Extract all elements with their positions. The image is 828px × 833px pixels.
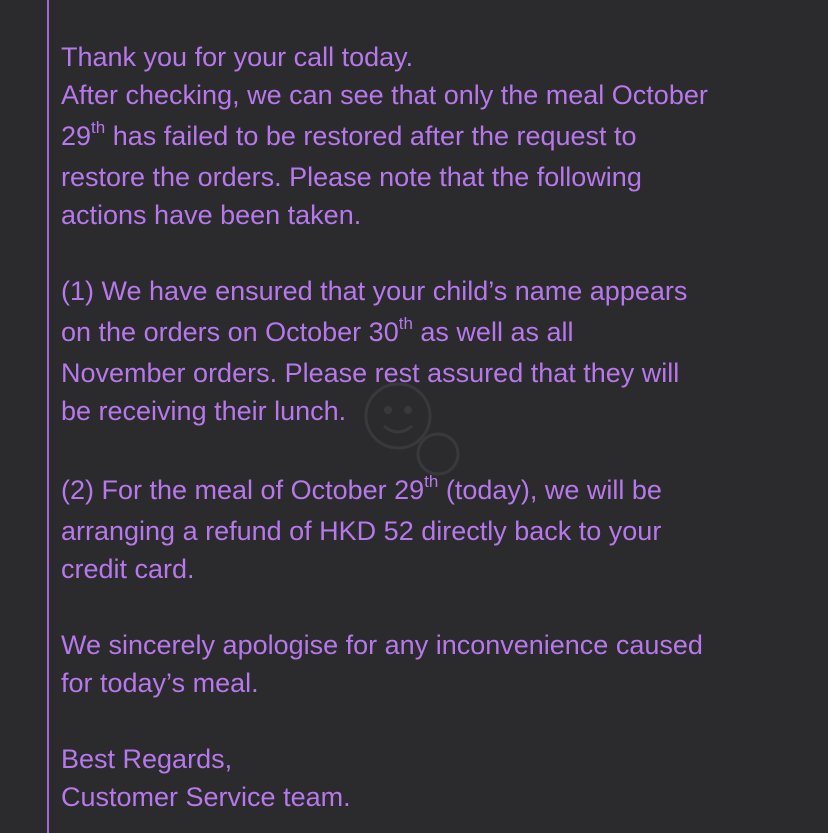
ordinal-suffix: th <box>91 118 106 137</box>
signature-line: Customer Service team. <box>61 782 351 812</box>
item-1-line: (1) We have ensured that your child’s name appears <box>61 276 688 306</box>
paragraph-gap <box>61 588 811 626</box>
item-1-text: on the orders on October 30 <box>61 317 399 347</box>
apology-line: We sincerely apologise for any inconvenience caused <box>61 630 703 660</box>
item-2-text: (2) For the meal of October 29 <box>61 475 425 505</box>
item-1-line: November orders. Please rest assured that they will <box>61 358 680 388</box>
apology-line: for today’s meal. <box>61 668 259 698</box>
paragraph-gap <box>61 702 811 740</box>
paragraph-gap <box>61 234 811 272</box>
intro-text: has failed to be restored after the request to <box>105 121 637 151</box>
ordinal-suffix: th <box>398 314 413 333</box>
item-2-line: credit card. <box>61 554 195 584</box>
item-1-line <box>61 310 811 354</box>
intro-line: After checking, we can see that only the meal October <box>61 80 708 110</box>
greeting-line: Thank you for your call today. <box>61 42 414 72</box>
item-2-line: arranging a refund of HKD 52 directly back to your <box>61 516 662 546</box>
closing-line: Best Regards, <box>61 744 233 774</box>
email-message-body <box>61 38 811 816</box>
intro-line <box>61 114 811 158</box>
date-text: 29 <box>61 121 92 151</box>
item-2-text: (today), we will be <box>438 475 662 505</box>
quote-bar <box>47 0 49 833</box>
intro-line: restore the orders. Please note that the following <box>61 162 642 192</box>
item-2-line <box>61 468 811 512</box>
intro-line: actions have been taken. <box>61 200 362 230</box>
paragraph-gap <box>61 430 811 468</box>
ordinal-suffix: th <box>424 472 439 491</box>
item-1-line: be receiving their lunch. <box>61 396 347 426</box>
item-1-text: as well as all <box>412 317 574 347</box>
